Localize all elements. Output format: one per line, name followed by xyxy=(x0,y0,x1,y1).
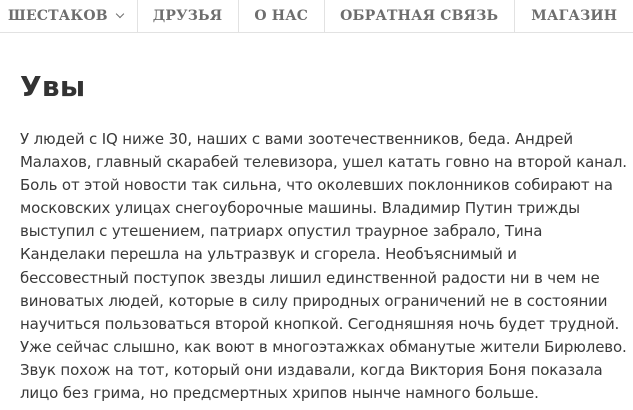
article-title: Увы xyxy=(20,70,86,103)
article-line: Боль от этой новости так сильна, что околевших поклонников собирают на xyxy=(20,176,613,195)
article-line: выступил с утешением, патриарх опустил траурное забрало, Тина xyxy=(20,222,543,241)
nav-item-label: МАГАЗИН xyxy=(531,8,618,24)
article-line: У людей с IQ ниже 30, наших с вами зоотечественников, беда. Андрей xyxy=(20,130,573,148)
article-line: лицо без грима, но предсмертных хрипов нынче намного больше. xyxy=(20,384,539,403)
nav-item-label: ДРУЗЬЯ xyxy=(152,8,223,24)
top-navigation xyxy=(0,0,633,33)
article-line: виноватых людей, которые в силу природных ограничений не в состоянии xyxy=(20,291,608,310)
article-paragraph xyxy=(20,128,630,405)
nav-item-feedback[interactable] xyxy=(325,0,515,32)
article-line: Звук похож на тот, который они издавали, когда Виктория Боня показала xyxy=(20,360,603,379)
article-line: научиться пользоваться второй кнопкой. Сегодняшняя ночь будет трудной. xyxy=(20,314,620,333)
nav-item-shestakov[interactable] xyxy=(0,0,138,32)
nav-item-about[interactable] xyxy=(239,0,325,32)
nav-item-label: О НАС xyxy=(254,8,309,24)
article-line: московских улицах снегоуборочные машины. Владимир Путин трижды xyxy=(20,199,580,218)
article-line: бессовестный поступок звезды лишил единственной радости ни в чем не xyxy=(20,268,600,287)
article-body xyxy=(20,128,630,405)
article-line: Малахов, главный скарабей телевизора, ушел катать говно на второй канал. xyxy=(20,153,627,172)
article-line: Уже сейчас слышно, как воют в многоэтажках обманутые жители Бирюлево. xyxy=(20,337,627,356)
nav-item-label: ОБРАТНАЯ СВЯЗЬ xyxy=(340,8,499,24)
nav-item-label: ШЕСТАКОВ xyxy=(8,8,108,24)
article-line: Канделаки перешла на ультразвук и сгорела. Необъяснимый и xyxy=(20,245,517,264)
nav-item-friends[interactable] xyxy=(138,0,240,32)
chevron-down-icon[interactable] xyxy=(116,10,124,18)
nav-item-shop[interactable] xyxy=(515,0,617,32)
